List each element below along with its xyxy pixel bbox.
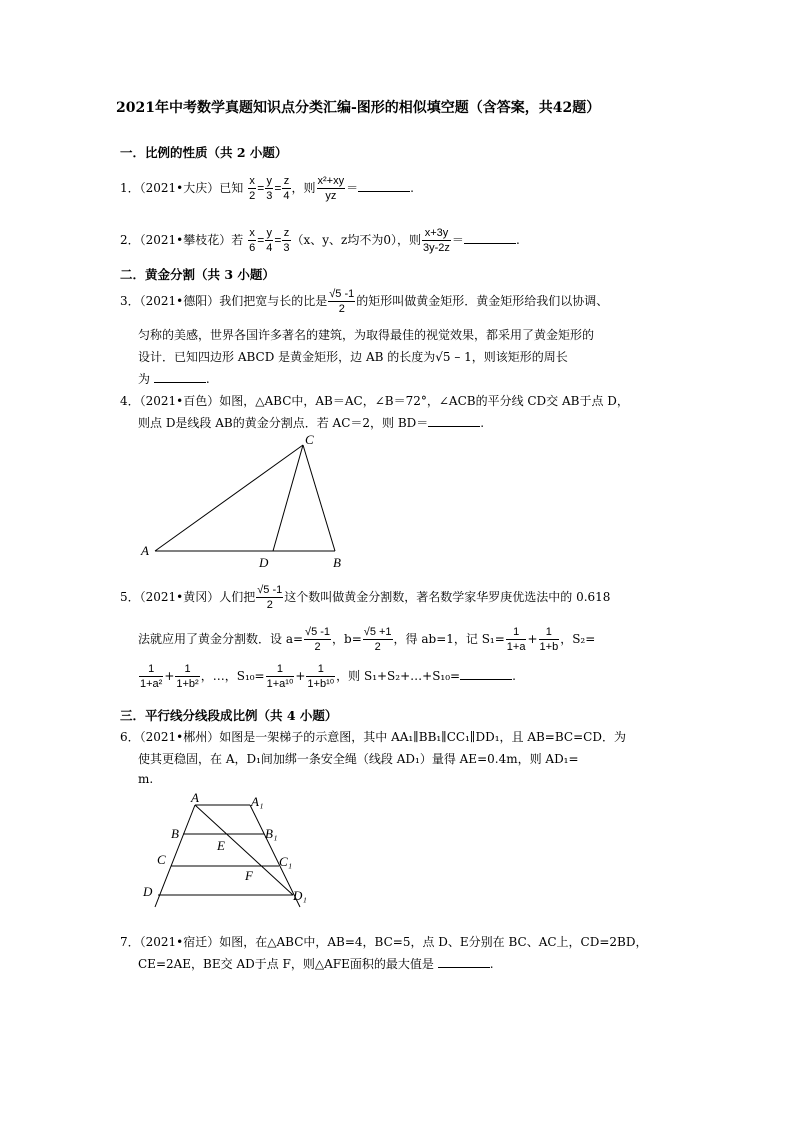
vertex-label-a: A (141, 543, 149, 558)
question-7-line-2: CE=2AE，BE交 AD于点 F，则△AFE面积的最大值是 . (138, 957, 494, 971)
question-4-line-1: 4．（2021•百色）如图，△ABC中，AB＝AC，∠B＝72°，∠ACB的平分线 CD交 AB于点 D， (120, 394, 629, 408)
triangle-abc-figure (135, 428, 375, 573)
ladder-label-f: F (245, 868, 253, 883)
answer-blank (464, 233, 516, 244)
question-7-line-1: 7．（2021•宿迁）如图，在△ABC中，AB=4，BC=5，点 D、E分别在 BC、AC上，CD=2BD， (120, 935, 648, 949)
section-heading-3: 三．平行线分线段成比例（共 4 小题） (120, 708, 338, 723)
question-4-line-2: 则点 D是线段 AB的黄金分割点．若 AC＝2，则 BD＝ . (138, 416, 485, 430)
question-1: 1．（2021•大庆）已知 $\frac{x}{2}$ = $\frac{y}{3}$ = $\frac{z}{4}$ ，则 $\frac{\text{x²+xy}}{yz}$ ＝ . (120, 175, 414, 202)
section-heading-2: 二．黄金分割（共 3 小题） (120, 267, 275, 282)
question-5-line-1: 5．（2021•黄冈）人们把 $\frac{√5 -1}{2}$ 这个数叫做黄金分割数，著名数学家华罗庚优选法中的 0.618 (120, 584, 611, 611)
ladder-label-b1: B₁ (265, 826, 278, 841)
answer-blank (358, 181, 410, 192)
question-3-line-1: 3．（2021•德阳）我们把宽与长的比是 $\frac{√5 -1}{2}$ 的矩形叫做黄金矩形．黄金矩形给我们以协调、 (120, 288, 609, 315)
question-3-line-4: 为 . (138, 372, 210, 386)
vertex-label-c: C (305, 432, 314, 447)
vertex-label-b: B (333, 555, 341, 570)
page-title: 2021年中考数学真题知识点分类汇编-图形的相似填空题（含答案，共42题） (116, 100, 601, 116)
ladder-label-a1: A₁ (251, 794, 264, 809)
question-6-line-2: 使其更稳固，在 A，D₁间加绑一条安全绳（线段 AD₁）量得 AE=0.4m，则 AD₁= (138, 752, 579, 766)
question-5-line-3: $\frac{1}{\text{1+a²}}$ + $\frac{1}{\text{1+b²}}$ ，…，S₁₀= $\frac{1}{\text{1+a¹⁰}}$ + $\frac{1}{\text{1+b¹⁰}}$ ，则 S₁+S₂+…+S₁₀= . (140, 663, 516, 690)
vertex-label-d: D (259, 555, 269, 570)
ladder-label-a: A (191, 790, 199, 805)
ladder-label-e: E (217, 838, 225, 853)
question-3-line-3: 设计．已知四边形 ABCD 是黄金矩形，边 AB 的长度为√5 – 1，则该矩形的周长 (138, 350, 568, 364)
ladder-label-c1: C₁ (279, 854, 293, 869)
section-heading-1: 一．比例的性质（共 2 小题） (120, 145, 288, 160)
question-6-line-1: 6．（2021•郴州）如图是一架梯子的示意图，其中 AA₁∥BB₁∥CC₁∥DD₁，且 AB=BC=CD．为 (120, 730, 626, 744)
ladder-label-b: B (171, 826, 179, 841)
answer-blank (460, 669, 512, 680)
ladder-label-d: D (143, 884, 153, 899)
answer-blank (154, 372, 206, 383)
ladder-label-d1: D₁ (293, 888, 307, 903)
question-3-line-2: 匀称的美感，世界各国许多著名的建筑，为取得最佳的视觉效果，都采用了黄金矩形的 (138, 328, 595, 342)
question-2: 2．（2021•攀枝花）若 $\frac{x}{6}$ = $\frac{y}{4}$ = $\frac{z}{3}$ （x、y、z均不为0），则 $\frac{x+3y}{3y-2z}$ ＝ . (120, 227, 520, 254)
ladder-figure (135, 788, 325, 913)
ladder-label-c: C (157, 852, 166, 867)
question-5-line-2: 法就应用了黄金分割数．设 a= $\frac{√5 -1}{2}$ ，b= $\frac{√5 +1}{2}$ ，得 ab=1，记 S₁= $\frac{1}{1+a}$ + $\frac{1}{1+b}$ ，S₂= (138, 626, 596, 653)
answer-blank (428, 416, 480, 427)
question-6-line-3: m. (138, 772, 154, 786)
answer-blank (438, 957, 490, 968)
